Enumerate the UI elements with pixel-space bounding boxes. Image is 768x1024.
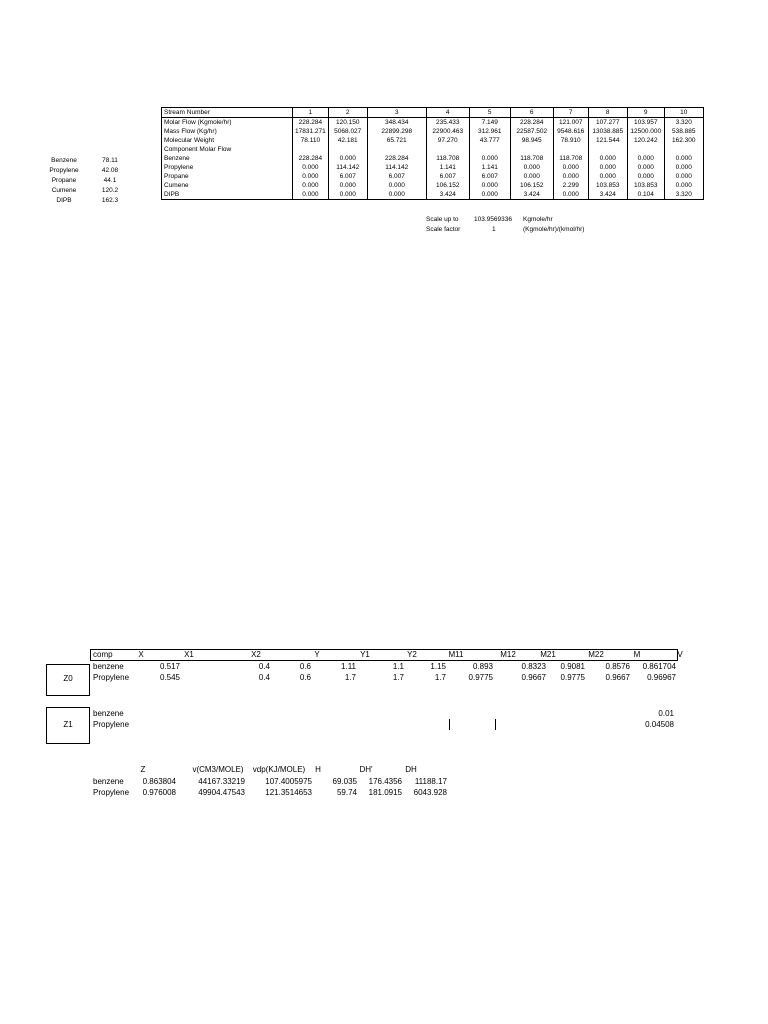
stream-cell: 42.181	[328, 136, 367, 145]
stream-cell: 228.284	[367, 154, 426, 163]
vle-cell: 0.9667	[521, 673, 546, 682]
stream-cell: 6.007	[367, 172, 426, 181]
stream-number: 6	[510, 108, 553, 118]
stream-cell: 0.000	[367, 181, 426, 190]
stream-cell: 107.277	[588, 118, 627, 128]
stream-cell: 348.434	[367, 118, 426, 128]
vle-cell: 0.517	[159, 662, 180, 671]
props-header: Z	[140, 765, 146, 774]
z0-label: Z0	[63, 674, 73, 683]
stream-cell: 9548.616	[553, 127, 588, 136]
stream-cell	[664, 145, 703, 154]
vle-header: M21	[540, 650, 556, 659]
props-header: vdp(KJ/MOLE)	[252, 765, 306, 774]
stream-number: 5	[469, 108, 510, 118]
stream-cell: 228.284	[293, 154, 329, 163]
stream-number: 1	[293, 108, 329, 118]
stream-cell: 3.320	[664, 118, 703, 128]
stream-row	[162, 172, 704, 181]
vle-cell: 1.7	[434, 673, 446, 682]
stream-cell: 0.000	[510, 163, 553, 172]
stream-cell: 6.007	[328, 172, 367, 181]
scale-up-label: Scale up to	[426, 216, 459, 223]
props-cell: 44167.33219	[198, 777, 245, 786]
stream-row-label: Propane	[162, 172, 293, 181]
stream-cell: 0.000	[627, 172, 664, 181]
vle-cell: 0.4	[258, 662, 270, 671]
stream-cell: 0.000	[553, 190, 588, 200]
scale-factor-unit: (Kgmole/hr)/(kmol/hr)	[523, 226, 585, 233]
stream-cell: 2.299	[553, 181, 588, 190]
stream-row	[162, 145, 704, 154]
stream-cell: 0.104	[627, 190, 664, 200]
vle-cell: 0.8576	[605, 662, 630, 671]
stream-cell: 43.777	[469, 136, 510, 145]
stream-cell: 97.270	[426, 136, 469, 145]
stream-number-label: Stream Number	[162, 108, 293, 118]
vle-header: Y2	[407, 650, 417, 659]
vle-cell: 1.15	[430, 662, 446, 671]
stream-cell: 12500.000	[627, 127, 664, 136]
props-header: DH	[405, 765, 417, 774]
stream-cell: 0.000	[588, 172, 627, 181]
stream-cell	[469, 145, 510, 154]
stream-cell: 0.000	[588, 154, 627, 163]
stream-cell: 78.910	[553, 136, 588, 145]
vle-cell: 0.893	[472, 662, 493, 671]
stream-cell: 103.957	[627, 118, 664, 128]
props-cell: 69.035	[332, 777, 357, 786]
vle-cell: 0.96967	[647, 673, 676, 682]
vle-header: M12	[500, 650, 516, 659]
vle-header: comp	[93, 650, 113, 659]
stream-number: 10	[664, 108, 703, 118]
stream-cell: 118.708	[510, 154, 553, 163]
stream-number: 2	[328, 108, 367, 118]
stream-cell: 103.853	[588, 181, 627, 190]
z1-label: Z1	[63, 720, 73, 729]
props-cell: 0.976008	[142, 788, 176, 797]
stream-cell: 120.150	[328, 118, 367, 128]
stream-row-label: DIPB	[162, 190, 293, 200]
stream-cell: 0.000	[627, 154, 664, 163]
stream-row	[162, 163, 704, 172]
vle-header: M11	[448, 650, 464, 659]
stream-cell: 78.110	[293, 136, 329, 145]
stream-row-label: Molar Flow (Kgmole/hr)	[162, 118, 293, 128]
mw-name: Propane	[51, 177, 77, 184]
stream-cell: 0.000	[553, 172, 588, 181]
props-cell: 181.0915	[368, 788, 402, 797]
stream-cell: 0.000	[627, 163, 664, 172]
stream-cell: 3.424	[588, 190, 627, 200]
vle-comp: benzene	[93, 709, 124, 718]
stream-cell: 103.853	[627, 181, 664, 190]
stream-cell: 0.000	[664, 163, 703, 172]
stream-cell: 3.424	[510, 190, 553, 200]
stream-cell: 228.284	[510, 118, 553, 128]
scale-up-value: 103.9569336	[474, 216, 512, 223]
stream-number: 4	[426, 108, 469, 118]
stream-cell: 1.141	[426, 163, 469, 172]
stream-cell	[328, 145, 367, 154]
vle-cell: 0.4	[258, 673, 270, 682]
stream-cell: 0.000	[293, 163, 329, 172]
vle-comp: benzene	[93, 662, 124, 671]
stream-cell: 0.000	[328, 154, 367, 163]
vle-cell: 0.9081	[560, 662, 585, 671]
stream-cell: 0.000	[293, 172, 329, 181]
mw-value: 78.11	[102, 157, 118, 164]
stream-cell: 5068.027	[328, 127, 367, 136]
stream-row	[162, 190, 704, 200]
stream-cell: 3.320	[664, 190, 703, 200]
vle-cell: 1.7	[392, 673, 404, 682]
vle-header: V	[677, 650, 683, 659]
mw-name: Cumene	[51, 187, 77, 194]
stream-cell	[588, 145, 627, 154]
vle-header: M22	[588, 650, 604, 659]
stream-cell	[510, 145, 553, 154]
stream-cell: 0.000	[328, 181, 367, 190]
stream-cell: 0.000	[293, 181, 329, 190]
vle-cell: 0.9775	[468, 673, 493, 682]
stream-cell: 22899.298	[367, 127, 426, 136]
stream-row	[162, 154, 704, 163]
stream-cell: 121.544	[588, 136, 627, 145]
stream-number: 8	[588, 108, 627, 118]
stream-cell: 0.000	[469, 181, 510, 190]
vle-cell: 0.6	[299, 673, 311, 682]
stream-cell: 0.000	[664, 172, 703, 181]
stream-number: 9	[627, 108, 664, 118]
scale-up-unit: Kgmole/hr	[523, 216, 553, 223]
stream-cell	[367, 145, 426, 154]
stream-cell: 114.142	[367, 163, 426, 172]
stream-row-label: Cumene	[162, 181, 293, 190]
vle-cell: 0.861704	[642, 662, 676, 671]
stream-cell: 0.000	[293, 190, 329, 200]
stream-row-label: Propylene	[162, 163, 293, 172]
stream-number: 3	[367, 108, 426, 118]
stream-number: 7	[553, 108, 588, 118]
vle-header: Y	[314, 650, 320, 659]
props-cell: 121.3514653	[265, 788, 312, 797]
mw-name: Benzene	[51, 157, 77, 164]
stream-cell: 7.149	[469, 118, 510, 128]
mw-value: 120.2	[101, 187, 119, 194]
stream-cell: 120.242	[627, 136, 664, 145]
mw-value: 44.1	[103, 177, 117, 184]
props-cell: 11188.17	[414, 777, 447, 786]
stream-cell	[426, 145, 469, 154]
stream-cell: 235.433	[426, 118, 469, 128]
stream-cell: 106.152	[426, 181, 469, 190]
stream-cell: 106.152	[510, 181, 553, 190]
props-cell: 59.74	[336, 788, 357, 797]
vle-cell: 1.11	[341, 662, 356, 671]
vle-cell: 1.1	[392, 662, 404, 671]
cell-divider	[449, 719, 450, 730]
vle-header: M	[633, 650, 641, 659]
stream-row-label: Benzene	[162, 154, 293, 163]
stream-cell: 0.000	[469, 154, 510, 163]
stream-cell: 17831.271	[293, 127, 329, 136]
vle-header: X	[138, 650, 144, 659]
cell-divider	[495, 719, 496, 730]
props-comp: benzene	[93, 777, 124, 786]
props-cell: 49904.47543	[198, 788, 245, 797]
stream-cell: 0.000	[664, 181, 703, 190]
stream-cell	[627, 145, 664, 154]
stream-row-label: Component Molar Flow	[162, 145, 293, 154]
stream-table	[161, 107, 704, 200]
vle-cell: 0.545	[159, 673, 180, 682]
stream-cell: 118.708	[426, 154, 469, 163]
vle-cell: 0.6	[299, 662, 311, 671]
scale-factor-label: Scale factor	[426, 226, 461, 233]
stream-cell: 162.300	[664, 136, 703, 145]
vle-header: Y1	[360, 650, 370, 659]
scale-factor-value: 1	[492, 226, 496, 233]
stream-cell: 0.000	[510, 172, 553, 181]
stream-cell: 114.142	[328, 163, 367, 172]
vle-cell: 0.04508	[645, 720, 674, 729]
mw-value: 162.3	[101, 197, 119, 204]
props-header: H	[315, 765, 321, 774]
stream-cell: 22900.463	[426, 127, 469, 136]
stream-cell: 98.945	[510, 136, 553, 145]
stream-cell: 228.284	[293, 118, 329, 128]
stream-cell: 121.007	[553, 118, 588, 128]
stream-cell: 6.007	[469, 172, 510, 181]
props-cell: 107.4005975	[265, 777, 312, 786]
stream-cell: 6.007	[426, 172, 469, 181]
stream-row	[162, 127, 704, 136]
vle-header: X2	[251, 650, 261, 659]
stream-cell: 118.708	[553, 154, 588, 163]
stream-cell: 22587.502	[510, 127, 553, 136]
vle-cell: 1.7	[344, 673, 356, 682]
mw-name: DIPB	[56, 197, 72, 204]
mw-name: Propylene	[49, 167, 79, 174]
stream-cell: 3.424	[426, 190, 469, 200]
stream-row	[162, 136, 704, 145]
props-comp: Propylene	[93, 788, 130, 797]
stream-cell: 65.721	[367, 136, 426, 145]
vle-cell: 0.9775	[560, 673, 585, 682]
vle-comp: Propylene	[93, 720, 130, 729]
stream-cell	[553, 145, 588, 154]
mw-value: 42.08	[101, 167, 119, 174]
vle-cell: 0.8323	[521, 662, 546, 671]
props-cell: 0.863804	[142, 777, 176, 786]
stream-row	[162, 118, 704, 128]
props-header: v(CM3/MOLE)	[192, 765, 244, 774]
stream-cell: 0.000	[664, 154, 703, 163]
stream-cell: 0.000	[469, 190, 510, 200]
stream-cell: 312.961	[469, 127, 510, 136]
vle-comp: Propylene	[93, 673, 130, 682]
stream-cell: 0.000	[553, 163, 588, 172]
stream-row	[162, 181, 704, 190]
stream-row-label: Mass Flow (Kg/hr)	[162, 127, 293, 136]
stream-header-row	[162, 108, 704, 118]
stream-cell: 1.141	[469, 163, 510, 172]
vle-header: X1	[184, 650, 194, 659]
stream-cell: 0.000	[588, 163, 627, 172]
vle-cell: 0.9667	[605, 673, 630, 682]
stream-cell: 0.000	[367, 190, 426, 200]
props-header: DH'	[359, 765, 373, 774]
vle-cell: 0.01	[658, 709, 674, 718]
props-cell: 176.4356	[368, 777, 402, 786]
stream-cell	[293, 145, 329, 154]
stream-cell: 13038.885	[588, 127, 627, 136]
props-cell: 6043.928	[413, 788, 447, 797]
stream-row-label: Molecular Weight	[162, 136, 293, 145]
stream-cell: 0.000	[328, 190, 367, 200]
stream-cell: 538.885	[664, 127, 703, 136]
